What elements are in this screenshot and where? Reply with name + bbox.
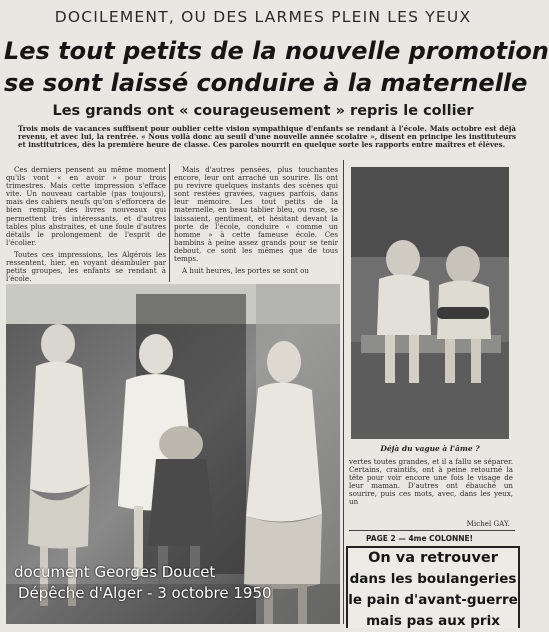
column-2-paragraph-2: A huit heures, les portes se sont ou <box>182 266 309 276</box>
text-column-3 <box>349 458 513 520</box>
headline-line-2: se sont laissé conduire à la maternelle <box>4 69 528 97</box>
headline-line-1: Les tout petits de la nouvelle promotion <box>4 37 549 65</box>
notice-line-2: dans les boulangeries <box>349 571 517 587</box>
notice-line-3: le pain d'avant-guerre <box>348 592 518 608</box>
rule-above-continued <box>349 530 515 531</box>
column-1-paragraph-1: Ces derniers pensent au même moment qu'ils vont « en avoir » pour trois trimestres. Mais cette impression s'efface vite. Un nouveau cartable (pas toujours), mais des cahiers neufs qu'on s'efforcera de bien remplir, des livres nouveaux qui permettent très intéressants, et d'autres tables plus abstraites, et une foule d'autres détails le prolongement de l'esprit de l'écolier. <box>6 165 166 247</box>
continued-notice: PAGE 2 — 4me COLONNE! <box>366 534 474 543</box>
source-credit-line-2: Dépêche d'Alger - 3 octobre 1950 <box>18 584 272 602</box>
text-column-1 <box>6 165 166 284</box>
intro-paragraph: Trois mois de vacances suffisent pour oublier cette vision sympathique d'enfants se rendant à l'école. Mais octobre est déjà revenu, et avec lui, la rentrée. « Nous voilà donc au seuil d'une nouvelle année scolaire », disent en principe les instituteurs et institutrices, dès la première heure de classe. Ces paroles nourrit en quelque sorte les rapports entre maîtres et élèves. <box>18 124 516 150</box>
column-1-paragraph-2: Toutes ces impressions, les Algérois les ressentent, hier, en voyant déambuler par petits groupes, les enfants se rendant à l'école. <box>6 249 166 284</box>
notice-line-1: On va retrouver <box>368 550 498 566</box>
article-kicker: DOCILEMENT, OU DES LARMES PLEIN LES YEUX <box>54 8 472 26</box>
right-photo <box>351 167 509 439</box>
column-3-paragraph: vertes toutes grandes, et il a fallu se séparer. Certains, craintifs, ont à peine retourné la tête pour voir encore une fois le visage de leur maman. D'autres ont ébauché un sourire, puis ces mots, avec, dans les yeux, un <box>349 457 513 507</box>
text-column-2 <box>174 166 338 282</box>
subheadline: Les grands ont « courageusement » repris le collier <box>52 103 474 119</box>
column-divider-right <box>343 160 344 624</box>
column-2-paragraph-1: Mais d'autres pensées, plus touchantes encore, leur ont arraché un sourire. Ils ont pu revivre quelques instants des scènes qui sont restées gravées, vagues parfois, dans leur mémoire. Les tout petits de la maternelle, en beau tablier bleu, ou rose, se laissaient, gentiment, et hésitant devant la porte de l'école, conduire « comme un homme » à cette fameuse école. Ces bambins à peine assez grands pour se tenir debout, ce sont les mêmes que de tous temps. <box>174 165 338 264</box>
byline: Michel GAY. <box>466 519 510 528</box>
notice-line-4: mais pas aux prix <box>366 613 500 629</box>
source-credit-line-1: document Georges Doucet <box>14 563 216 581</box>
column-divider <box>169 164 170 282</box>
bread-notice-box <box>346 546 520 628</box>
right-photo-caption: Déjà du vague à l'âme ? <box>380 444 480 453</box>
photo-two-children <box>351 167 509 439</box>
